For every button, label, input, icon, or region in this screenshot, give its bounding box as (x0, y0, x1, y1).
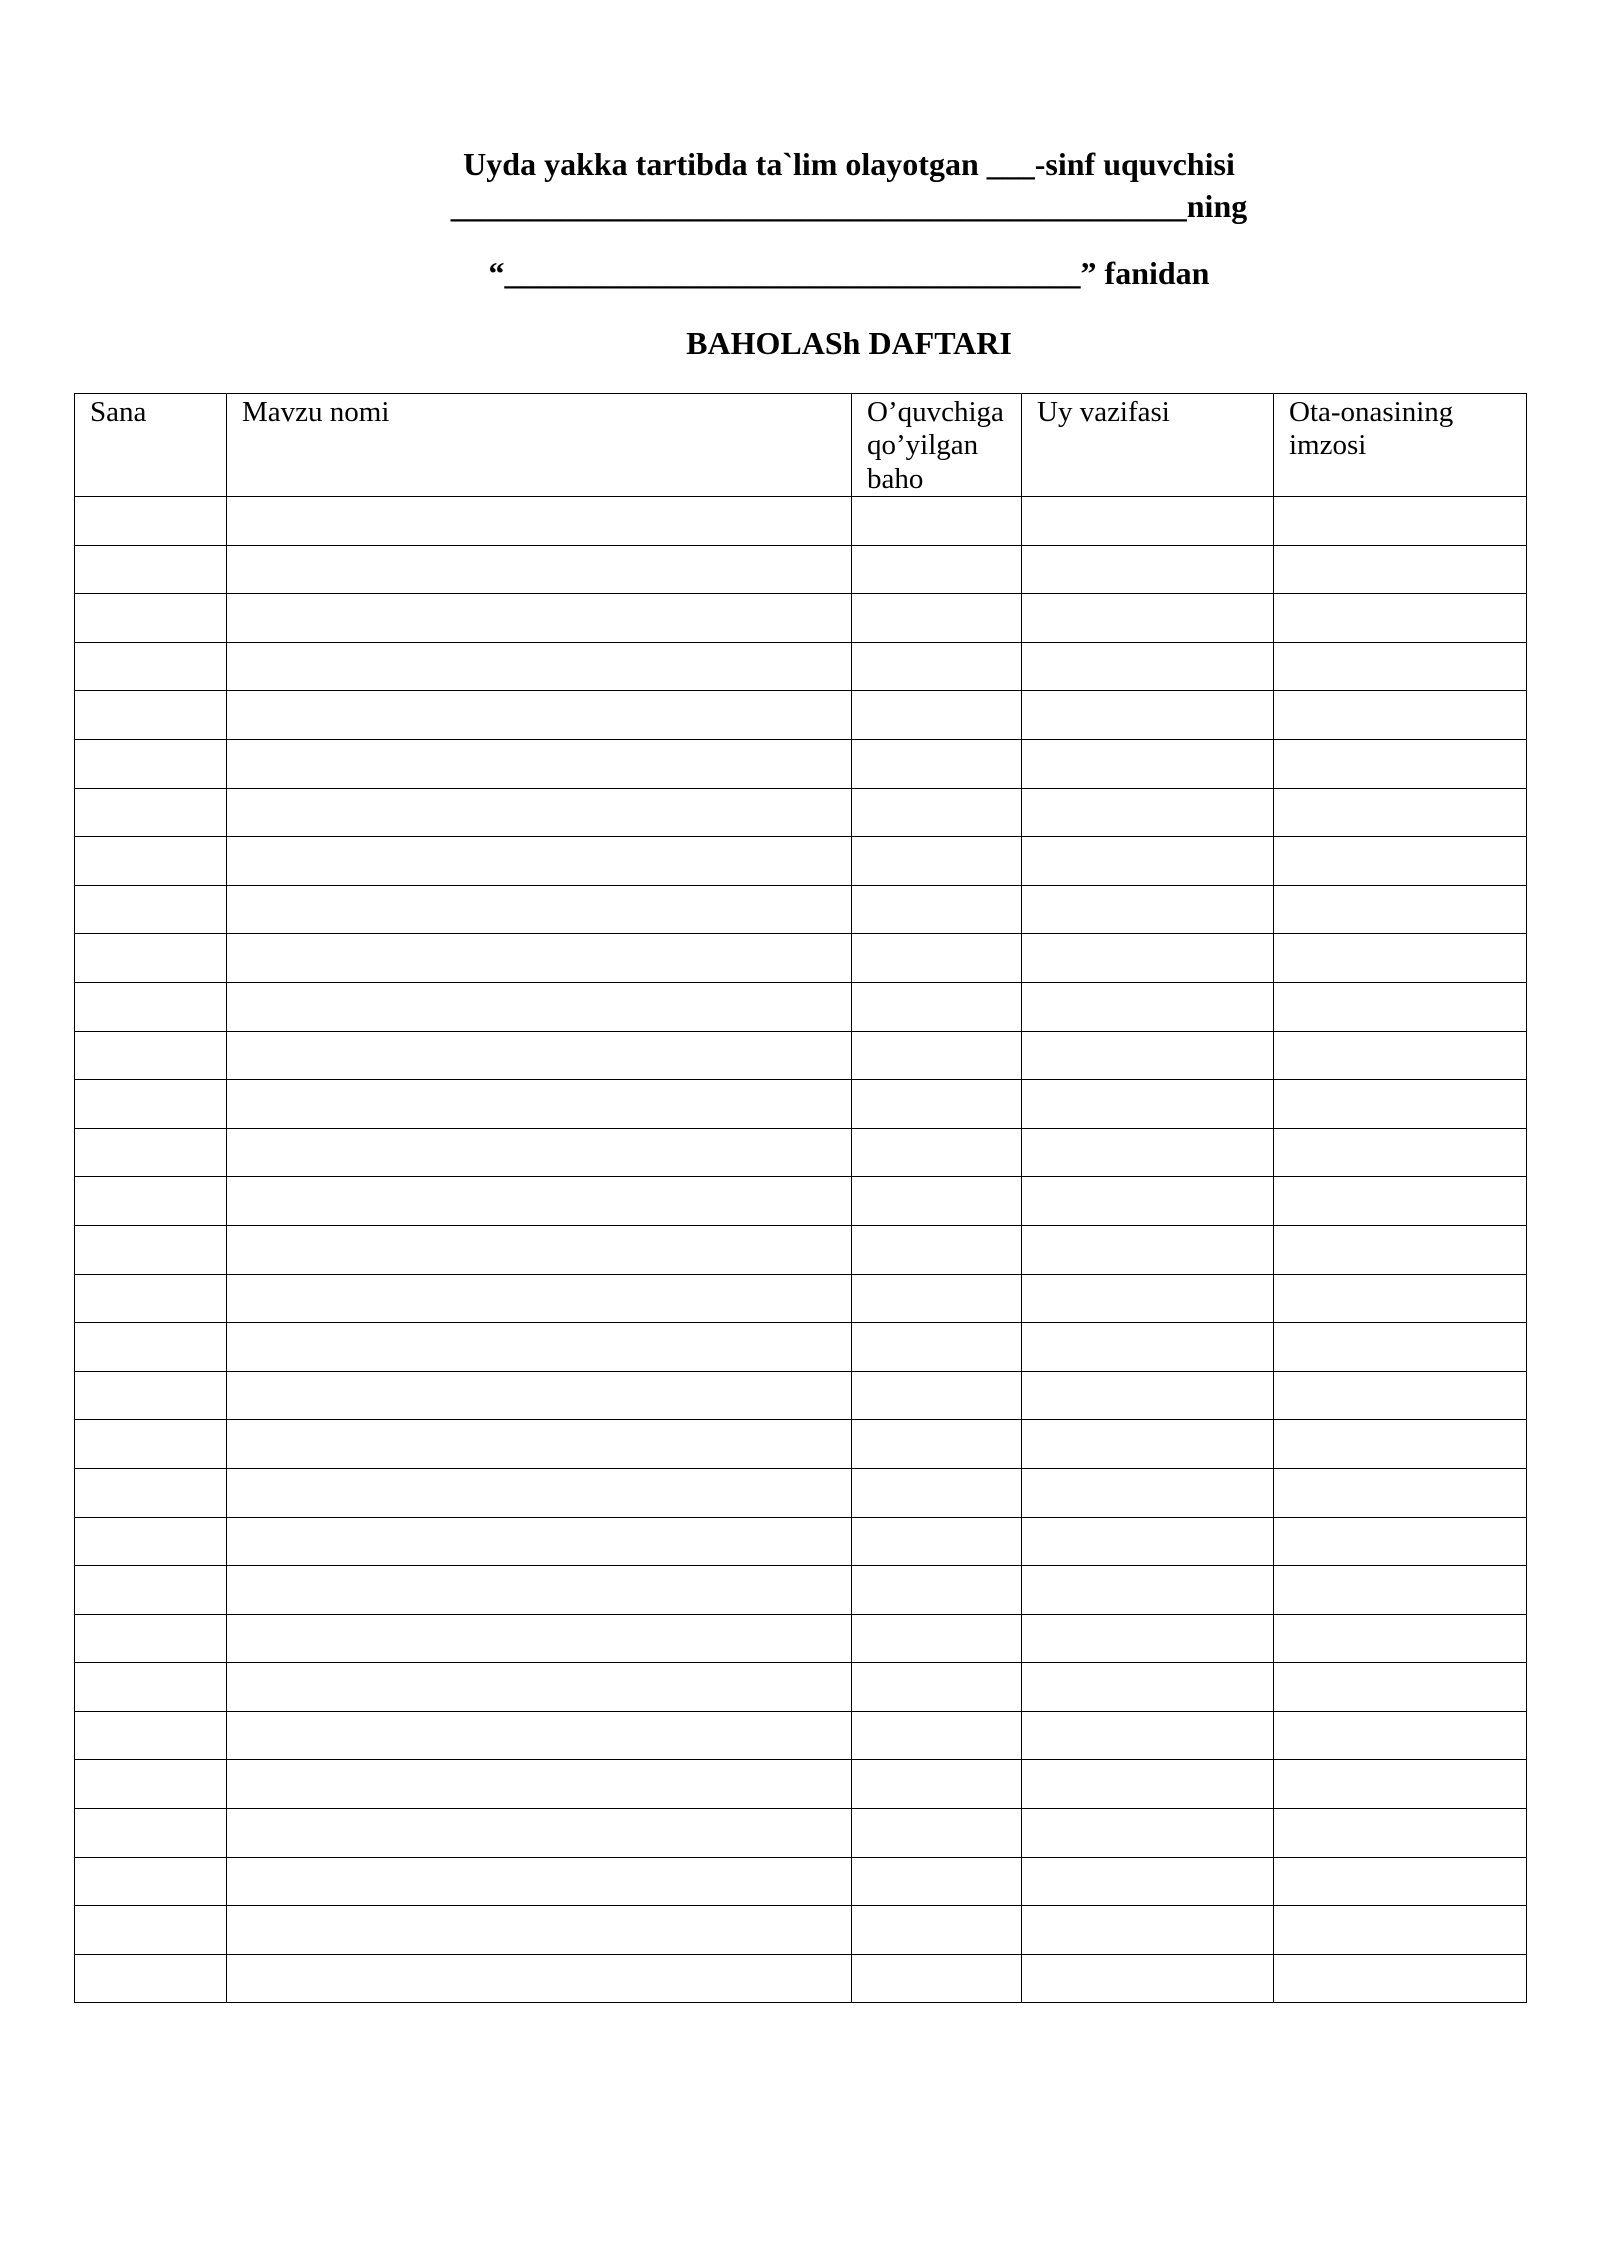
cell-imzo (1274, 1760, 1527, 1809)
table-row (75, 1711, 1527, 1760)
cell-imzo (1274, 1906, 1527, 1955)
table-row (75, 934, 1527, 983)
cell-uy-vazifasi (1022, 1468, 1274, 1517)
cell-baho (852, 788, 1022, 837)
subject-line: “____________________________________” fanidan (488, 255, 1210, 291)
cell-sana (75, 1323, 227, 1372)
cell-uy-vazifasi (1022, 1420, 1274, 1469)
cell-imzo (1274, 594, 1527, 643)
cell-sana (75, 1760, 227, 1809)
cell-baho (852, 934, 1022, 983)
grades-table (74, 393, 1527, 2003)
cell-mavzu-nomi (227, 885, 852, 934)
cell-imzo (1274, 1031, 1527, 1080)
table-row (75, 1080, 1527, 1129)
cell-imzo (1274, 1323, 1527, 1372)
cell-sana (75, 1468, 227, 1517)
cell-mavzu-nomi (227, 1906, 852, 1955)
cell-baho (852, 497, 1022, 546)
cell-sana (75, 1080, 227, 1129)
table-row (75, 1225, 1527, 1274)
table-row (75, 788, 1527, 837)
cell-baho (852, 1225, 1022, 1274)
table-row (75, 1177, 1527, 1226)
table-row (75, 1420, 1527, 1469)
cell-baho (852, 1711, 1022, 1760)
cell-baho (852, 1274, 1022, 1323)
cell-mavzu-nomi (227, 1468, 852, 1517)
cell-sana (75, 545, 227, 594)
table-row (75, 1614, 1527, 1663)
cell-baho (852, 740, 1022, 789)
table-row (75, 497, 1527, 546)
cell-uy-vazifasi (1022, 788, 1274, 837)
table-row (75, 1128, 1527, 1177)
cell-uy-vazifasi (1022, 642, 1274, 691)
cell-uy-vazifasi (1022, 1031, 1274, 1080)
cell-imzo (1274, 1517, 1527, 1566)
cell-uy-vazifasi (1022, 934, 1274, 983)
cell-imzo (1274, 885, 1527, 934)
cell-mavzu-nomi (227, 934, 852, 983)
header-row (75, 394, 1527, 497)
cell-sana (75, 642, 227, 691)
cell-sana (75, 1177, 227, 1226)
cell-mavzu-nomi (227, 1711, 852, 1760)
cell-sana (75, 1031, 227, 1080)
cell-mavzu-nomi (227, 1517, 852, 1566)
cell-imzo (1274, 1809, 1527, 1858)
cell-uy-vazifasi (1022, 594, 1274, 643)
cell-baho (852, 1663, 1022, 1712)
cell-baho (852, 1080, 1022, 1129)
cell-baho (852, 1371, 1022, 1420)
cell-mavzu-nomi (227, 1420, 852, 1469)
cell-baho (852, 594, 1022, 643)
table-row (75, 1031, 1527, 1080)
cell-imzo (1274, 1663, 1527, 1712)
cell-mavzu-nomi (227, 545, 852, 594)
table-row (75, 1371, 1527, 1420)
cell-uy-vazifasi (1022, 1274, 1274, 1323)
cell-sana (75, 1663, 227, 1712)
cell-sana (75, 934, 227, 983)
cell-sana (75, 1274, 227, 1323)
table-row (75, 1857, 1527, 1906)
cell-imzo (1274, 691, 1527, 740)
table-row (75, 1566, 1527, 1615)
cell-sana (75, 1517, 227, 1566)
cell-sana (75, 1420, 227, 1469)
cell-uy-vazifasi (1022, 1906, 1274, 1955)
cell-mavzu-nomi (227, 1323, 852, 1372)
cell-sana (75, 1566, 227, 1615)
cell-mavzu-nomi (227, 691, 852, 740)
table-row (75, 1323, 1527, 1372)
cell-baho (852, 642, 1022, 691)
cell-baho (852, 1031, 1022, 1080)
cell-sana (75, 740, 227, 789)
cell-baho (852, 1177, 1022, 1226)
cell-mavzu-nomi (227, 982, 852, 1031)
table-row (75, 642, 1527, 691)
cell-sana (75, 788, 227, 837)
cell-imzo (1274, 545, 1527, 594)
cell-uy-vazifasi (1022, 1177, 1274, 1226)
cell-uy-vazifasi (1022, 1566, 1274, 1615)
cell-imzo (1274, 1954, 1527, 2003)
cell-uy-vazifasi (1022, 497, 1274, 546)
cell-sana (75, 1614, 227, 1663)
cell-baho (852, 1906, 1022, 1955)
cell-uy-vazifasi (1022, 1323, 1274, 1372)
cell-mavzu-nomi (227, 497, 852, 546)
table-row (75, 1468, 1527, 1517)
cell-imzo (1274, 1225, 1527, 1274)
table-row (75, 740, 1527, 789)
cell-sana (75, 1809, 227, 1858)
cell-mavzu-nomi (227, 1177, 852, 1226)
cell-imzo (1274, 740, 1527, 789)
cell-baho (852, 1614, 1022, 1663)
cell-mavzu-nomi (227, 1760, 852, 1809)
table-row (75, 1517, 1527, 1566)
cell-mavzu-nomi (227, 1371, 852, 1420)
cell-imzo (1274, 837, 1527, 886)
cell-sana (75, 982, 227, 1031)
cell-imzo (1274, 1468, 1527, 1517)
cell-uy-vazifasi (1022, 1128, 1274, 1177)
cell-baho (852, 1857, 1022, 1906)
cell-sana (75, 691, 227, 740)
column-header-sana: Sana (75, 394, 227, 497)
column-header-mavzu-nomi: Mavzu nomi (227, 394, 852, 497)
column-header-imzo: Ota-onasining imzosi (1274, 394, 1527, 497)
cell-sana (75, 837, 227, 886)
cell-mavzu-nomi (227, 1128, 852, 1177)
cell-mavzu-nomi (227, 1614, 852, 1663)
cell-mavzu-nomi (227, 837, 852, 886)
student-name-line: ______________________________________________ning (450, 188, 1248, 224)
cell-imzo (1274, 1128, 1527, 1177)
table-row (75, 982, 1527, 1031)
cell-imzo (1274, 1420, 1527, 1469)
column-header-uy-vazifasi: Uy vazifasi (1022, 394, 1274, 497)
cell-uy-vazifasi (1022, 1614, 1274, 1663)
cell-mavzu-nomi (227, 642, 852, 691)
table-row (75, 885, 1527, 934)
table-row (75, 1663, 1527, 1712)
column-header-baho: O’quvchiga qo’yilgan baho (852, 394, 1022, 497)
cell-mavzu-nomi (227, 1663, 852, 1712)
cell-imzo (1274, 497, 1527, 546)
cell-baho (852, 691, 1022, 740)
cell-sana (75, 1371, 227, 1420)
cell-uy-vazifasi (1022, 1857, 1274, 1906)
cell-uy-vazifasi (1022, 1663, 1274, 1712)
cell-uy-vazifasi (1022, 740, 1274, 789)
cell-imzo (1274, 1080, 1527, 1129)
cell-uy-vazifasi (1022, 1371, 1274, 1420)
table-row (75, 1809, 1527, 1858)
cell-mavzu-nomi (227, 1225, 852, 1274)
cell-sana (75, 1711, 227, 1760)
table-row (75, 594, 1527, 643)
cell-baho (852, 1809, 1022, 1858)
cell-imzo (1274, 934, 1527, 983)
cell-uy-vazifasi (1022, 885, 1274, 934)
table-row (75, 1954, 1527, 2003)
table-row (75, 1760, 1527, 1809)
cell-baho (852, 545, 1022, 594)
cell-uy-vazifasi (1022, 1517, 1274, 1566)
table-row (75, 691, 1527, 740)
table-row (75, 545, 1527, 594)
cell-baho (852, 982, 1022, 1031)
cell-mavzu-nomi (227, 1274, 852, 1323)
table-header (75, 394, 1527, 497)
cell-baho (852, 1760, 1022, 1809)
cell-sana (75, 885, 227, 934)
cell-sana (75, 1906, 227, 1955)
cell-mavzu-nomi (227, 1809, 852, 1858)
cell-uy-vazifasi (1022, 1809, 1274, 1858)
cell-imzo (1274, 788, 1527, 837)
cell-uy-vazifasi (1022, 691, 1274, 740)
cell-imzo (1274, 1177, 1527, 1226)
cell-imzo (1274, 1857, 1527, 1906)
cell-baho (852, 1128, 1022, 1177)
cell-mavzu-nomi (227, 1566, 852, 1615)
cell-sana (75, 1954, 227, 2003)
cell-uy-vazifasi (1022, 837, 1274, 886)
cell-baho (852, 1517, 1022, 1566)
cell-mavzu-nomi (227, 1857, 852, 1906)
cell-sana (75, 594, 227, 643)
cell-baho (852, 885, 1022, 934)
student-heading-line: Uyda yakka tartibda ta`lim olayotgan ___-sinf uquvchisi (463, 146, 1235, 182)
cell-imzo (1274, 1371, 1527, 1420)
cell-mavzu-nomi (227, 1031, 852, 1080)
cell-uy-vazifasi (1022, 1954, 1274, 2003)
cell-sana (75, 1128, 227, 1177)
cell-baho (852, 1468, 1022, 1517)
document-title: BAHOLASh DAFTARI (686, 325, 1012, 361)
table-body (75, 497, 1527, 2003)
cell-mavzu-nomi (227, 1080, 852, 1129)
cell-baho (852, 1420, 1022, 1469)
cell-imzo (1274, 1614, 1527, 1663)
cell-imzo (1274, 982, 1527, 1031)
cell-imzo (1274, 1566, 1527, 1615)
cell-baho (852, 1954, 1022, 2003)
cell-sana (75, 497, 227, 546)
cell-uy-vazifasi (1022, 982, 1274, 1031)
cell-baho (852, 1566, 1022, 1615)
cell-mavzu-nomi (227, 788, 852, 837)
table-row (75, 1274, 1527, 1323)
cell-uy-vazifasi (1022, 545, 1274, 594)
cell-uy-vazifasi (1022, 1711, 1274, 1760)
cell-uy-vazifasi (1022, 1225, 1274, 1274)
cell-mavzu-nomi (227, 594, 852, 643)
table-row (75, 1906, 1527, 1955)
cell-baho (852, 837, 1022, 886)
table-row (75, 837, 1527, 886)
cell-imzo (1274, 1711, 1527, 1760)
cell-sana (75, 1857, 227, 1906)
cell-baho (852, 1323, 1022, 1372)
cell-imzo (1274, 642, 1527, 691)
cell-imzo (1274, 1274, 1527, 1323)
cell-mavzu-nomi (227, 1954, 852, 2003)
cell-sana (75, 1225, 227, 1274)
cell-uy-vazifasi (1022, 1080, 1274, 1129)
cell-mavzu-nomi (227, 740, 852, 789)
cell-uy-vazifasi (1022, 1760, 1274, 1809)
